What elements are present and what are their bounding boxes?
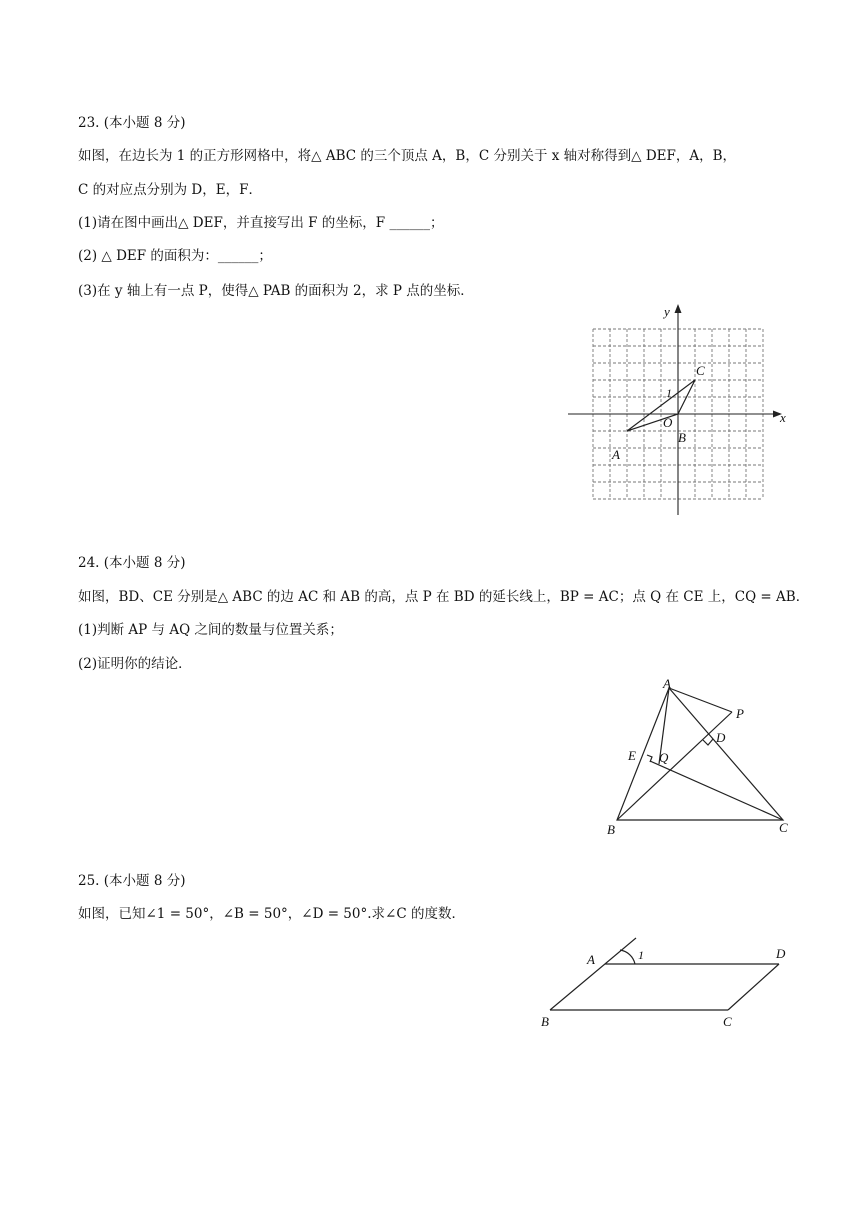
unit-label: 1 [666, 386, 672, 400]
y-axis-label: y [664, 304, 670, 319]
point-c-label: C [779, 820, 788, 835]
line-ce [650, 761, 783, 820]
point-b-label: B [678, 430, 686, 445]
point-q-label: Q [659, 750, 669, 765]
line-cd [728, 964, 779, 1010]
q25-parallelogram-figure [530, 930, 800, 1035]
q23-coordinate-grid-figure [560, 300, 800, 525]
point-b-label: B [541, 1014, 549, 1029]
point-d-label: D [776, 946, 786, 961]
point-a-label: A [663, 676, 671, 691]
angle-1-label: 1 [638, 948, 644, 962]
point-c-label: C [723, 1014, 732, 1029]
x-axis-label: x [780, 410, 786, 425]
q25-stem-line1: 如图，已知∠1 = 50°，∠B = 50°，∠D = 50°.求∠C 的度数． [78, 906, 465, 922]
q23-stem-line2: C 的对应点分别为 D，E，F． [78, 182, 262, 198]
triangle-abc [617, 688, 783, 820]
line-ap [669, 688, 732, 712]
line-ba-extended [550, 938, 636, 1010]
q23-part3: (3)在 y 轴上有一点 P，使得△ PAB 的面积为 2，求 P 点的坐标． [78, 283, 474, 299]
angle-1-arc [620, 950, 635, 964]
point-d-label: D [716, 730, 726, 745]
q23-part2: (2) △ DEF 的面积为：______； [78, 248, 272, 264]
q23-stem-line1: 如图，在边长为 1 的正方形网格中，将△ ABC 的三个顶点 A，B，C 分别关于 x 轴对称得到△ DEF，A，B， [78, 148, 737, 164]
q23-part1: (1)请在图中画出△ DEF，并直接写出 F 的坐标，F ______； [78, 215, 444, 231]
triangle-abc [627, 380, 695, 431]
point-a-label: A [587, 952, 595, 967]
right-angle-d [703, 739, 713, 745]
line-bp [617, 712, 732, 820]
q24-stem-line1: 如图，BD、CE 分别是△ ABC 的边 AC 和 AB 的高，点 P 在 BD 的延长线上，BP = AC；点 Q 在 CE 上，CQ = AB． [78, 589, 810, 605]
q23-header: 23. (本小题 8 分) [78, 115, 186, 131]
point-p-label: P [736, 706, 744, 721]
point-e-label: E [628, 748, 636, 763]
point-c-label: C [696, 363, 705, 378]
q24-triangle-figure [595, 675, 805, 840]
axes [568, 304, 782, 515]
point-a-label: A [612, 447, 620, 462]
q25-header: 25. (本小题 8 分) [78, 873, 186, 889]
q24-header: 24. (本小题 8 分) [78, 555, 186, 571]
origin-label: O [663, 415, 673, 430]
point-b-label: B [607, 822, 615, 837]
triangle-abc-outline [627, 380, 695, 431]
q24-part2: (2)证明你的结论． [78, 656, 192, 672]
q24-part1: (1)判断 AP 与 AQ 之间的数量与位置关系； [78, 622, 343, 638]
